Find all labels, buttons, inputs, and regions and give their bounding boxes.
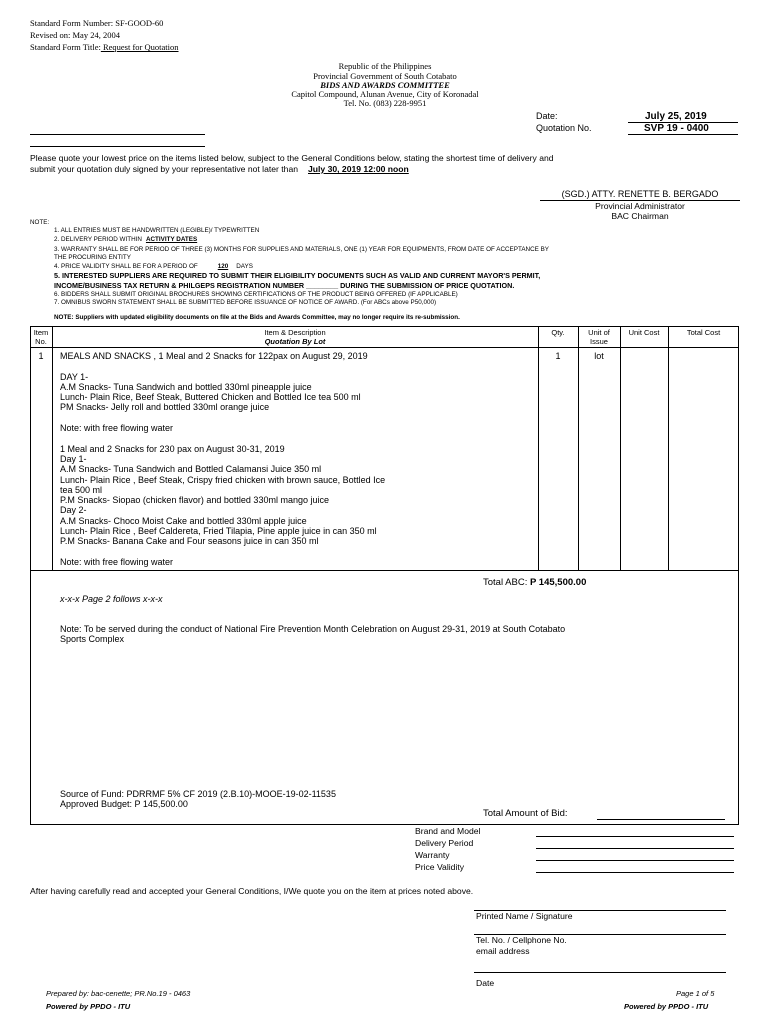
approved-budget: Approved Budget: P 145,500.00 [60,799,188,809]
header-unit-line2: Issue [590,337,608,346]
revised-date: Revised on: May 24, 2004 [30,30,120,40]
row-description [60,351,385,567]
agency-country: Republic of the Philippines [338,61,432,71]
note-5a: 5. INTERESTED SUPPLIERS ARE REQUIRED TO SUBMIT THEIR ELIGIBILITY DOCUMENTS SUCH AS VALID AND CURRENT MAYOR'S PERMIT, [54,271,541,280]
description-line: A.M Snacks- Tuna Sandwich and Bottled Calamansi Juice 350 ml [60,464,322,475]
header-item [30,328,52,346]
total-abc-label: Total ABC: [483,577,528,588]
note-4-prefix: 4. PRICE VALIDITY SHALL BE FOR A PERIOD OF [54,263,198,270]
header-total-cost: Total Cost [686,328,721,337]
date-value: July 25, 2019 [645,111,707,122]
note-2-value: ACTIVITY DATES [145,236,198,243]
row-qty: 1 [555,351,561,361]
header-unit-cost: Unit Cost [628,328,660,337]
bid-field-validity: Price Validity [415,862,465,872]
note-4-suffix: DAYS [236,263,253,270]
description-line: 1 Meal and 2 Snacks for 230 pax on August 30-31, 2019 [60,443,285,454]
brand-input[interactable] [536,836,734,837]
powered-by-left: Powered by PPDO - ITU [46,1002,131,1011]
delivery-input[interactable] [536,848,734,849]
note-2 [54,236,197,243]
row-unit: lot [594,351,604,361]
agency-address: Capitol Compound, Alunan Avenue, City of Koronadal [291,89,479,99]
header-desc-line2: Quotation By Lot [264,337,326,346]
header-description [52,328,538,346]
bid-field-warranty: Warranty [415,850,450,860]
date-label: Date: [536,111,558,121]
description-line [60,547,385,557]
form-title [30,42,179,52]
page-follows: x-x-x Page 2 follows x-x-x [60,594,163,604]
note-6: 6. BIDDERS SHALL SUBMIT ORIGINAL BROCHURES SHOWING CERTIFICATIONS OF THE PRODUCT BEING OFFERED (IF APPLICABLE) [54,291,458,298]
intro-line-2-prefix: submit your quotation duly signed by your representative not later than [30,164,298,174]
description-line: Lunch- Plain Rice, Beef Steak, Buttered Chicken and Bottled Ice tea 500 ml [60,392,361,403]
agency-tel: Tel. No. (083) 228-9951 [343,98,427,108]
form-title-value: Request for Quotation [100,42,179,52]
row-item-no: 1 [38,351,44,361]
powered-by-right: Powered by PPDO - ITU [624,1002,709,1011]
agency-committee: BIDS AND AWARDS COMMITTEE [320,80,450,90]
description-line: Lunch- Plain Rice , Beef Caldereta, Fried Tilapia, Pine apple juice in can 350 ml [60,526,377,537]
date-field[interactable] [474,972,726,973]
header-unit [578,328,620,346]
description-line: A.M Snacks- Tuna Sandwich and bottled 330ml pineapple juice [60,381,312,392]
printed-name-label: Printed Name / Signature [476,911,573,921]
note-3b: THE PROCURING ENTITY [54,254,131,261]
signatory-role: BAC Chairman [611,211,669,221]
description-line: tea 500 ml [60,484,103,495]
acceptance-statement: After having carefully read and accepted your General Conditions, I/We quote you on the item at prices noted above. [30,886,474,896]
bid-field-delivery: Delivery Period [415,838,474,848]
tel-label: Tel. No. / Cellphone No. [476,935,567,945]
fund-source: Source of Fund: PDRRMF 5% CF 2019 (2.B.10)-MOOE-19-02-11535 [60,789,336,799]
quotation-value: SVP 19 - 0400 [644,123,709,134]
agency-government: Provincial Government of South Cotabato [313,71,457,81]
deadline: July 30, 2019 12:00 noon [308,164,409,174]
intro-line-2 [30,164,409,174]
description-line: P.M Snacks- Siopao (chicken flavor) and bottled 330ml mango juice [60,495,329,506]
total-abc [483,577,586,588]
header-unit-line1: Unit of [588,328,610,337]
validity-input[interactable] [536,872,734,873]
header-item-line1: Item [33,328,49,337]
header-desc-line1: Item & Description [264,328,326,337]
description-line: DAY 1- [60,371,89,382]
bid-field-brand: Brand and Model [415,826,481,836]
description-line: MEALS AND SNACKS , 1 Meal and 2 Snacks for 122pax on August 29, 2019 [60,351,368,361]
description-line: Note: with free flowing water [60,556,174,567]
recipient-line-1[interactable] [30,134,205,135]
form-number: Standard Form Number: SF-GOOD-60 [30,18,164,28]
note-7: 7. OMNIBUS SWORN STATEMENT SHALL BE SUBMITTED BEFORE ISSUANCE OF NOTICE OF AWARD. (For ABCs above P50,000) [54,299,437,306]
signatory-position: Provincial Administrator [595,201,685,211]
note-3a: 3. WARRANTY SHALL BE FOR PERIOD OF THREE (3) MONTHS FOR SUPPLIES AND MATERIALS, ONE (1) YEAR FOR EQUIPMENTS, FROM DATE OF ACCEPTANCE BY [54,246,549,253]
email-label: email address [476,946,530,956]
intro-line-1: Please quote your lowest price on the items listed below, subject to the General Conditions below, stating the shortest time of delivery and [30,153,554,163]
description-line [60,361,385,371]
header-qty: Qty. [551,328,565,337]
warranty-input[interactable] [536,860,734,861]
event-note-line-1: Note: To be served during the conduct of National Fire Prevention Month Celebration on August 29-31, 2019 at South Cotabato [60,624,566,634]
note-5b: INCOME/BUSINESS TAX RETURN & PHILGEPS REGISTRATION NUMBER ________ DURING THE SUBMISSION OF PRICE QUOTATION. [54,281,515,290]
description-line: PM Snacks- Jelly roll and bottled 330ml orange juice [60,402,270,413]
total-abc-value: P 145,500.00 [530,577,587,588]
description-line: Day 1- [60,453,87,464]
description-line: P.M Snacks- Banana Cake and Four seasons juice in can 350 ml [60,536,319,547]
description-line: A.M Snacks- Choco Moist Cake and bottled 330ml apple juice [60,515,307,526]
prepared-by: Prepared by: bac-cenette; PR.No.19 - 0463 [46,989,191,998]
description-line: Lunch- Plain Rice , Beef Steak, Crispy fried chicken with brown sauce, Bottled Ice [60,474,386,485]
note-4-value: 120 [217,263,229,270]
quotation-label: Quotation No. [536,123,592,133]
total-bid-label: Total Amount of Bid: [483,808,568,819]
form-title-label: Standard Form Title: [30,42,101,52]
total-bid-field[interactable] [597,819,725,820]
description-line [60,413,385,423]
header-item-line2: No. [35,337,47,346]
recipient-line-2[interactable] [30,146,205,147]
date-sign-label: Date [476,978,495,988]
description-line: Day 2- [60,505,87,516]
description-line: Note: with free flowing water [60,423,174,434]
description-line [60,433,385,443]
note-2-prefix: 2. DELIVERY PERIOD WITHIN [54,236,142,243]
note-1: 1. ALL ENTRIES MUST BE HANDWRITTEN (LEGIBLE)/ TYPEWRITTEN [54,227,260,234]
signatory-name: (SGD.) ATTY. RENETTE B. BERGADO [561,189,719,199]
page-number: Page 1 of 5 [676,989,715,998]
note-4 [54,263,253,270]
notes-label: NOTE: [30,219,50,226]
event-note-line-2: Sports Complex [60,634,125,644]
eligibility-note: NOTE: Suppliers with updated eligibility documents on file at the Bids and Awards Committee, may no longer require its re-submission. [54,314,460,321]
